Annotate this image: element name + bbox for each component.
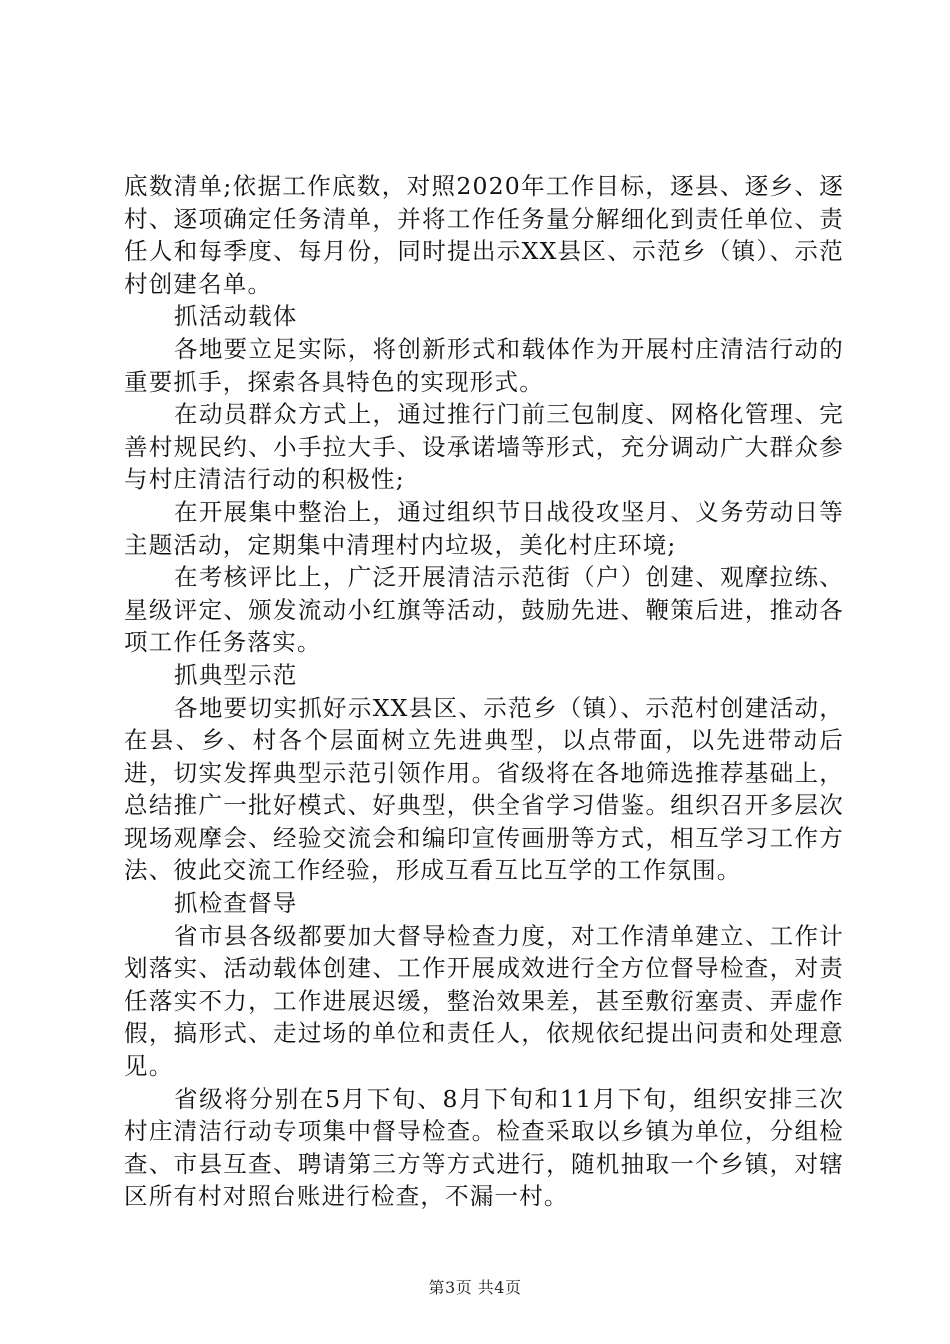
paragraph-8: 各地要切实抓好示XX县区、示范乡（镇）、示范村创建活动，在县、乡、村各个层面树立先进典型，以点带面，以先进带动后进，切实发挥典型示范引领作用。省级将在各地筛选推荐基础上，总结推广一批好模式、好典型，供全省学习借鉴。组织召开多层次现场观摩会、经验交流会和编印宣传画册等方式，相互学习工作方法、彼此交流工作经验，形成互看互比互学的工作氛围。 [124,693,844,885]
paragraph-6: 在考核评比上，广泛开展清洁示范街（户）创建、观摩拉练、星级评定、颁发流动小红旗等活动，鼓励先进、鞭策后进，推动各项工作任务落实。 [124,563,844,657]
paragraph-10: 省市县各级都要加大督导检查力度，对工作清单建立、工作计划落实、活动载体创建、工作开展成效进行全方位督导检查，对责任落实不力，工作进展迟缓，整治效果差，甚至敷衍塞责、弄虚作假，搞形式、走过场的单位和责任人，依规依纪提出问责和处理意见。 [124,921,844,1081]
paragraph-4: 在动员群众方式上，通过推行门前三包制度、网格化管理、完善村规民约、小手拉大手、设承诺墙等形式，充分调动广大群众参与村庄清洁行动的积极性; [124,400,844,494]
section-heading-activity-carrier: 抓活动载体 [174,302,298,331]
document-body [124,170,844,1213]
page-number-footer: 第3页 共4页 [428,1278,522,1297]
paragraph-1: 底数清单;依据工作底数，对照2020年工作目标，逐县、逐乡、逐村、逐项确定任务清单，并将工作任务量分解细化到责任单位、责任人和每季度、每月份，同时提出示XX县区、示范乡（镇）、示范村创建名单。 [124,172,844,298]
section-heading-inspection-supervision: 抓检查督导 [174,889,298,918]
section-heading-typical-demonstration: 抓典型示范 [174,660,298,689]
paragraph-5: 在开展集中整治上，通过组织节日战役攻坚月、义务劳动日等主题活动，定期集中清理村内垃圾，美化村庄环境; [124,497,844,559]
paragraph-3: 各地要立足实际，将创新形式和载体作为开展村庄清洁行动的重要抓手，探索各具特色的实现形式。 [124,334,844,396]
paragraph-11: 省级将分别在5月下旬、8月下旬和11月下旬，组织安排三次村庄清洁行动专项集中督导检查。检查采取以乡镇为单位，分组检查、市县互查、聘请第三方等方式进行，随机抽取一个乡镇，对辖区所有村对照台账进行检查，不漏一村。 [124,1084,844,1211]
